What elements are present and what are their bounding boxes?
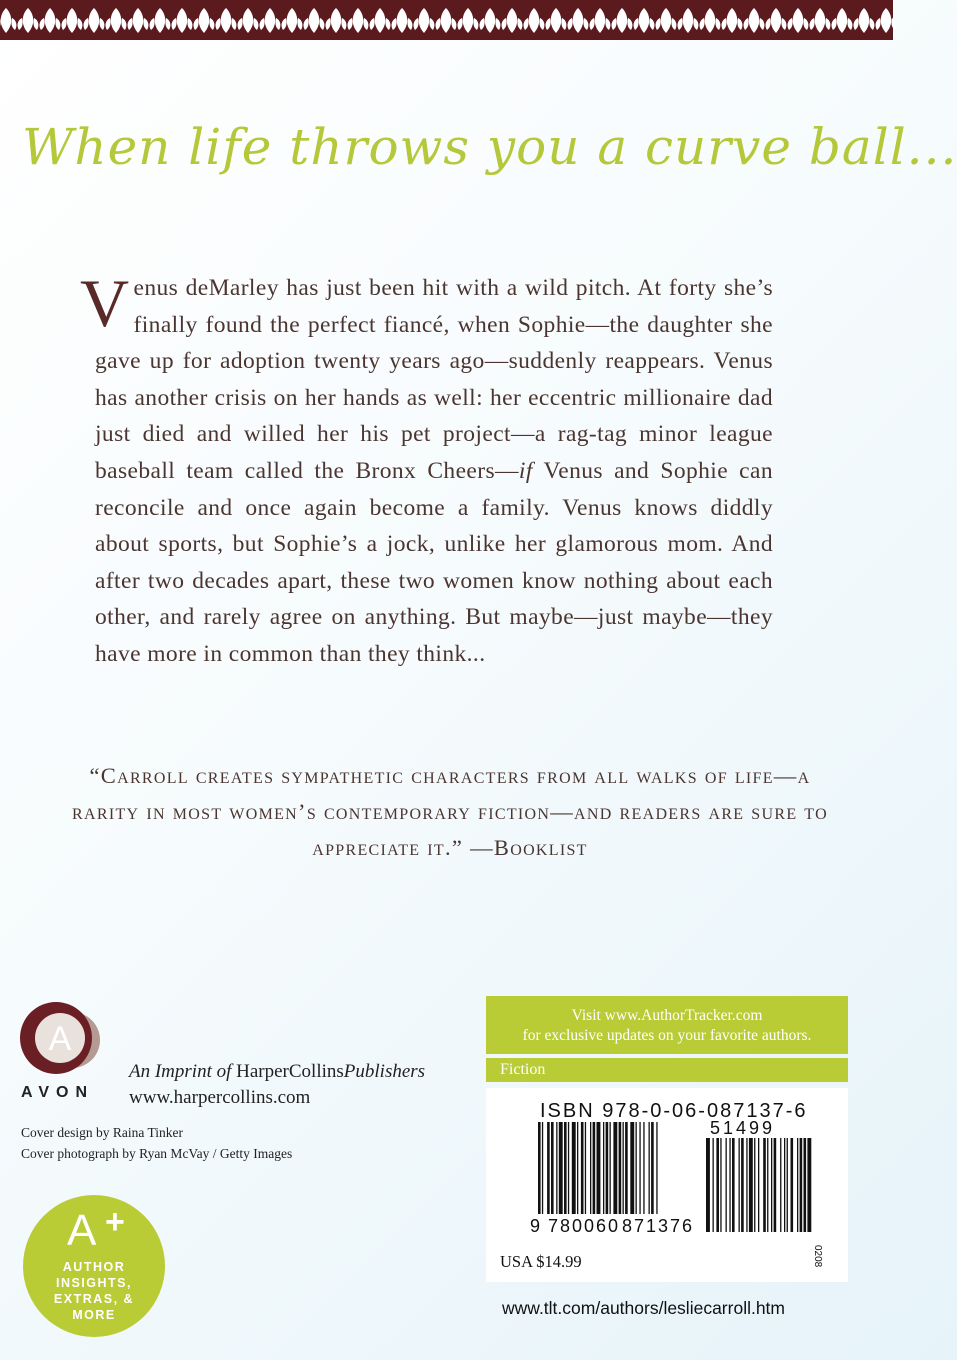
barcode-bar [610, 1122, 611, 1214]
addon-bar [758, 1138, 759, 1232]
barcode-bar [559, 1122, 563, 1214]
publisher-url: www.harpercollins.com [129, 1087, 311, 1108]
addon-bar [739, 1138, 740, 1232]
imprint-pre: An Imprint of [129, 1061, 232, 1082]
author-tracker-line-2: for exclusive updates on your favorite authors. [522, 1027, 812, 1044]
barcode-bar [606, 1122, 609, 1214]
review-quote [60, 758, 840, 866]
barcode-bar [538, 1122, 541, 1214]
addon-bar [754, 1138, 755, 1232]
addon-bar [749, 1138, 753, 1232]
barcode-bar [590, 1122, 591, 1214]
decorative-border [0, 0, 893, 40]
addon-bar [767, 1138, 768, 1232]
ean-bars [538, 1122, 658, 1214]
barcode-bar [572, 1122, 576, 1214]
dropcap: V [80, 265, 130, 341]
barcode-bar [623, 1122, 624, 1214]
quote-text: “Carroll creates sympathetic characters from all walks of life—a rarity in most women’s contemporary fiction—and readers are sure to appreciate it.” [72, 763, 828, 860]
vertical-code: 0208 [812, 1245, 823, 1268]
ean-left-digits: 780060 [548, 1216, 621, 1236]
barcode-bar [551, 1122, 554, 1214]
addon-bar [797, 1138, 798, 1232]
badge-line-2: INSIGHTS, [55, 1276, 132, 1290]
barcode-box [486, 1088, 848, 1282]
credit-design: Cover design by Raina Tinker [21, 1125, 183, 1140]
addon-bar [784, 1138, 785, 1232]
blurb-text: enus deMarley has just been hit with a wild pitch. At forty she’s finally found the perfect fiancé, when Sophie—the daughter she gave up for adoption twenty years ago—suddenly reappears. Venus has another crisis on her hands as well: her eccentric millionaire dad just died and willed her his pet project—a rag-tag minor league baseball team called the Bronx Cheers— [95, 275, 773, 484]
barcode-bar [630, 1122, 634, 1214]
barcode-bar [603, 1122, 604, 1214]
author-site-url: www.tlt.com/authors/lesliecarroll.htm [502, 1298, 785, 1318]
badge-text [23, 1259, 165, 1323]
badge-plus-icon: + [105, 1203, 125, 1241]
barcode-bar [649, 1122, 650, 1214]
addon-bar [763, 1138, 766, 1232]
credit-photo: Cover photograph by Ryan McVay / Getty Images [21, 1146, 293, 1161]
addon-bar [791, 1138, 794, 1232]
barcode-bar [547, 1122, 550, 1214]
addon-bar [807, 1138, 811, 1232]
isbn-text: ISBN 978-0-06-087137-6 [540, 1100, 808, 1122]
blurb-text-end: Venus and Sophie can reconcile and once again become a family. Venus knows diddly about sports, but Sophie’s a jock, unlike her glamorous mom. And after two decades apart, these two women know nothing about each other, and rarely agree on anything. But maybe—just maybe—they have more in common than they think... [95, 457, 773, 667]
ean-right-digits: 871376 [622, 1216, 695, 1236]
barcode-bar [585, 1122, 586, 1214]
barcode-bar [556, 1122, 557, 1214]
addon-bar [713, 1138, 714, 1232]
badge-line-1: AUTHOR [62, 1260, 126, 1274]
addon-bar [741, 1138, 744, 1232]
imprint-post: Publishers [343, 1061, 426, 1082]
barcode-bar [542, 1122, 543, 1214]
addon-bar [720, 1138, 721, 1232]
addon-bar [706, 1138, 710, 1232]
cover-credits [21, 1122, 292, 1164]
barcode-bar [613, 1122, 617, 1214]
blurb [80, 265, 773, 673]
addon-bar [774, 1138, 777, 1232]
barcode-bar [643, 1122, 644, 1214]
imprint-line [129, 1061, 425, 1083]
barcode-icon [530, 1118, 814, 1236]
addon-bar [746, 1138, 747, 1232]
logo-letter: A [48, 1020, 72, 1058]
addon-bar [780, 1138, 781, 1232]
author-tracker-box [486, 996, 848, 1054]
barcode-bar [564, 1122, 567, 1214]
quote-source: —Booklist [463, 835, 588, 860]
badge-line-3: EXTRAS, & [53, 1292, 135, 1306]
badge-line-4: MORE [72, 1308, 116, 1322]
blurb-emphasis: if [518, 457, 533, 484]
author-tracker-line-1: Visit www.AuthorTracker.com [571, 1007, 763, 1024]
barcode-bar [581, 1122, 584, 1214]
addon-bar [800, 1138, 803, 1232]
category-bar: Fiction [486, 1058, 848, 1082]
barcode-bar [619, 1122, 622, 1214]
addon-bars [706, 1138, 811, 1232]
barcode-bar [577, 1122, 578, 1214]
badge-letter: A [67, 1206, 97, 1255]
barcode-bar [597, 1122, 601, 1214]
addon-bar [729, 1138, 730, 1232]
addon-bar [771, 1138, 772, 1232]
avon-wordmark: AVON [21, 1084, 95, 1101]
barcode-bar [593, 1122, 596, 1214]
addon-bar [804, 1138, 807, 1232]
addon-bar [726, 1138, 727, 1232]
barcode-bar [625, 1122, 628, 1214]
imprint-name: HarperCollins [231, 1061, 344, 1082]
barcode-bar [639, 1122, 640, 1214]
barcode-bar [636, 1122, 637, 1214]
price: USA $14.99 [500, 1252, 582, 1271]
barcode-bar [656, 1122, 657, 1214]
barcode-bar [651, 1122, 654, 1214]
avon-logo-icon [20, 1000, 100, 1080]
addon-digits: 51499 [710, 1118, 776, 1138]
barcode-bar [568, 1122, 569, 1214]
addon-bar [787, 1138, 788, 1232]
author-insights-badge [23, 1195, 165, 1337]
ean-lead-digit: 9 [530, 1216, 541, 1236]
addon-bar [732, 1138, 735, 1232]
tagline: When life throws you a curve ball... [22, 118, 957, 176]
addon-bar [716, 1138, 719, 1232]
